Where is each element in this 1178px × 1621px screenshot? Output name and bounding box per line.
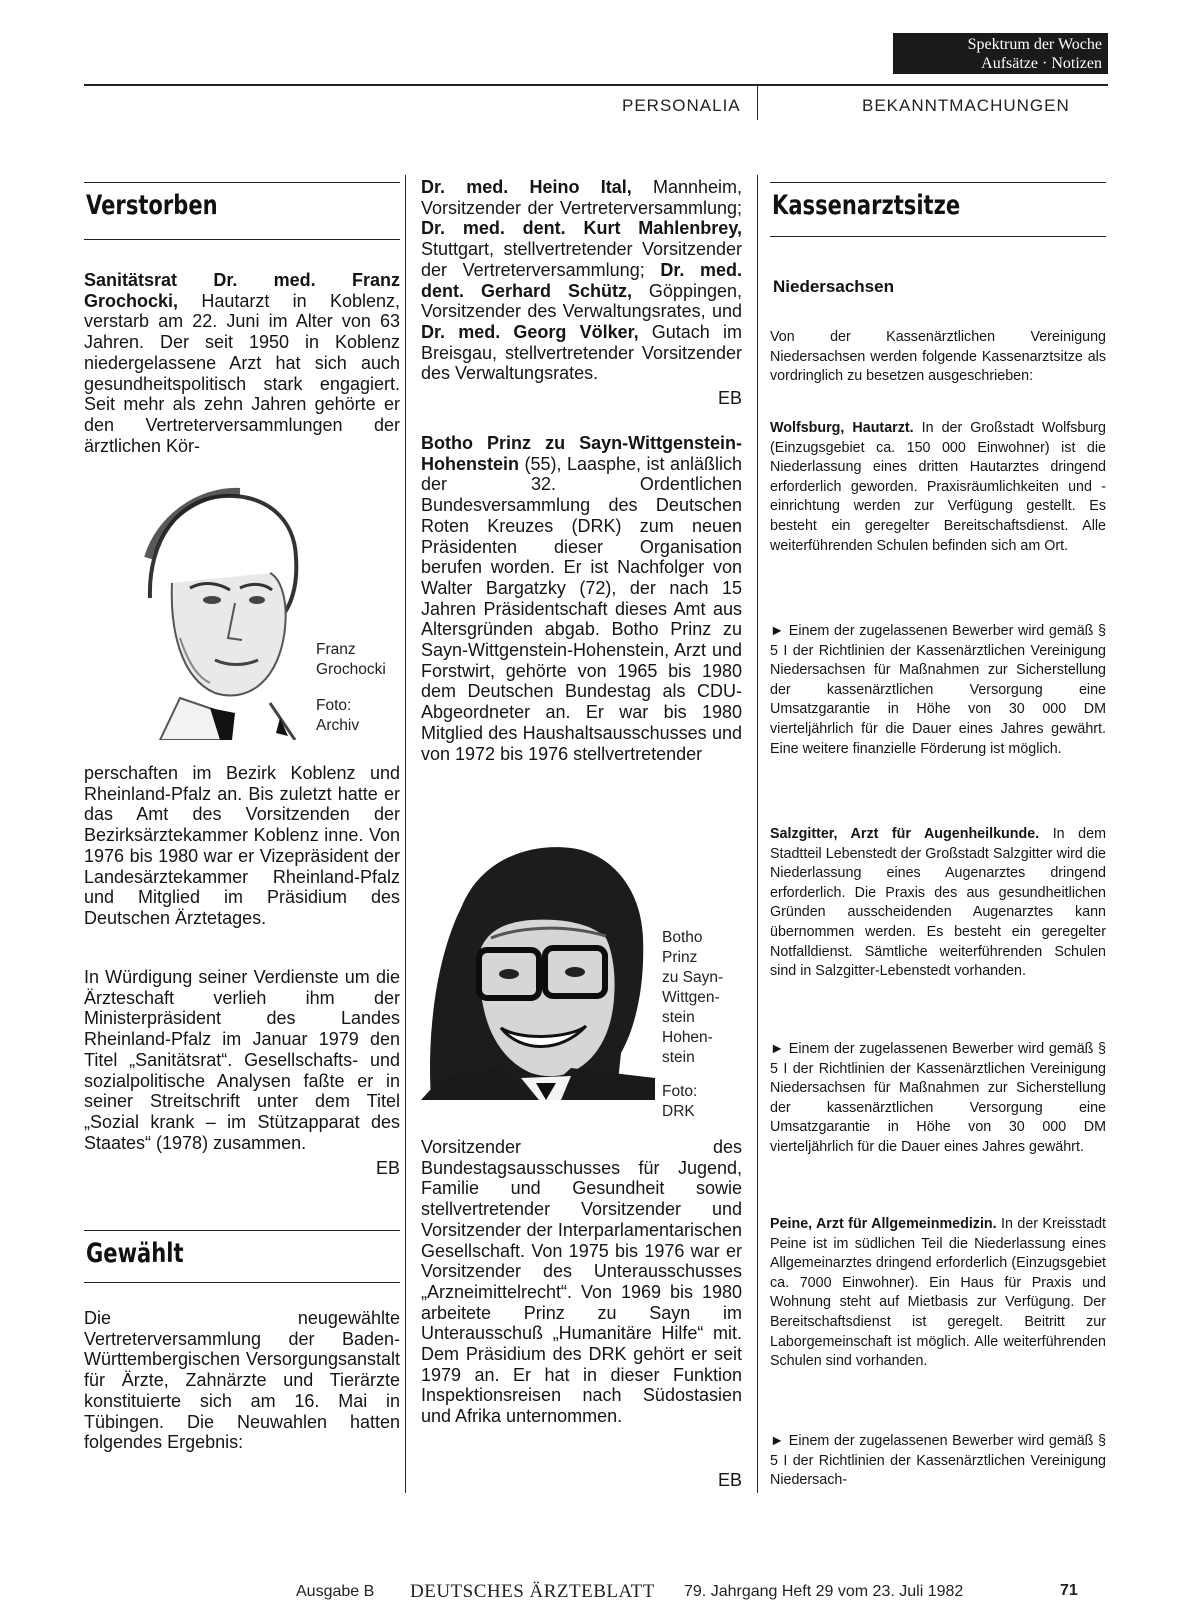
caption-line: stein: [662, 1009, 695, 1026]
photo-botho-prinz: [421, 838, 655, 1100]
prinz-caption: [662, 928, 752, 1068]
grochocki-credit: [316, 696, 359, 736]
caption-line: Hohen-: [662, 1029, 713, 1046]
drk-paragraph: [421, 433, 742, 764]
drk-paragraph-continued: Vorsitzender des Bundestagsausschusses für Jugend, Familie und Gesundheit sowie stellvertretender Vorsitzender und Vorsitzender der Interparlamentarischen Gesellschaft. Von 1975 bis 1976 war er Vorsitzender des Unterausschusses „Arzneimittelrecht“. Von 1969 bis 1980 arbeitete Prinz zu Sayn im Unterausschuß „Humanitäre Hilfe“ mit. Dem Präsidium des DRK gehört er seit 1979 an. Er hat in dieser Funktion Inspektionsreisen nach Südostasien und Afrika unternommen.: [421, 1137, 742, 1427]
listing-peine-note: ► Einem der zugelassenen Bewerber wird gemäß § 5 I der Richtlinien der Kassenärztlichen Vereinigung Niedersach-: [770, 1433, 1106, 1489]
heading-gewaehlt: Gewählt: [86, 1238, 184, 1269]
person-name: Dr. med. dent. Gerhard Schütz,: [421, 259, 742, 301]
listing-title: Wolfsburg, Hautarzt.: [770, 420, 914, 436]
footer-issue: 79. Jahrgang Heft 29 vom 23. Juli 1982: [684, 1583, 964, 1600]
intro-paragraph: Von der Kassenärztlichen Vereinigung Niedersachsen werden folgende Kassenarztsitze als vordringlich zu besetzen ausgeschrieben:: [770, 329, 1106, 385]
heading-rule-bottom: [770, 236, 1106, 237]
top-rule: [84, 84, 1108, 86]
author-sign: EB: [717, 1470, 742, 1490]
listing-title: Salzgitter, Arzt für Augenheilkunde.: [770, 826, 1040, 842]
person-name: Dr. med. Georg Völker,: [421, 321, 639, 342]
gewaehlt-paragraph: Die neugewählte Vertreterversammlung der Baden-Württembergischen Versorgungsanstalt für Ärzte, Zahnärzte und Tierärzte konstituierte sich am 16. Mai in Tübingen. Die Neuwahlen hatten folgendes Ergebnis:: [84, 1308, 400, 1453]
portrait-photo: [421, 838, 655, 1100]
listing-title: Peine, Arzt für Allgemeinmedizin.: [770, 1216, 997, 1232]
heading-rule-top: [84, 182, 400, 183]
photo-franz-grochocki: [120, 478, 310, 740]
footer-edition: Ausgabe B: [296, 1583, 375, 1600]
footer-page-number: 71: [1060, 1582, 1078, 1599]
badge-line-2: Aufsätze · Notizen: [981, 55, 1102, 72]
person-name: Dr. med. Heino Ital,: [421, 177, 632, 197]
caption-line: zu Sayn-: [662, 969, 724, 986]
listing-text: In der Kreisstadt Peine ist im südlichen Teil die Niederlassung eines Allgemeinarztes dringend erforderlich (Einzugsgebiet ca. 7000 Einwohner). Ein Haus für Praxis und Wohnung steht auf Mietbasis zur Verfügung. Der Bereitschaftsdienst ist geregelt. Beitritt zur Laborgemeinschaft ist möglich. Alle weiterführenden Schulen sind vorhanden.: [770, 1216, 1107, 1370]
listing-text: In dem Stadtteil Lebenstedt der Großstadt Salzgitter wird die Niederlassung eines Augenarztes dringend erforderlich. Die Praxis des aus gesundheitlichen Gründen ausscheidenden Augenarztes kann übernommen werden. Es besteht ein geregelter Notfalldienst. Sämtliche weiterführenden Schulen sind in Salzgitter-Lebenstedt vorhanden.: [770, 826, 1106, 980]
caption-line: Botho: [662, 929, 703, 946]
credit-line: Archiv: [316, 717, 360, 734]
text-span: Gutach im Breisgau, stellvertretender Vorsitzender des Verwaltungsrates.: [421, 321, 742, 384]
heading-rule-top: [770, 182, 1106, 183]
listing-wolfsburg: [770, 419, 1106, 556]
section-label-personalia: PERSONALIA: [622, 96, 741, 115]
header-divider: [757, 86, 758, 120]
portrait-sketch: [120, 478, 310, 740]
footer-journal: DEUTSCHES ÄRZTEBLATT: [410, 1581, 655, 1602]
listing-peine: [770, 1215, 1106, 1372]
author-sign: EB: [717, 388, 742, 408]
caption-line: Wittgen-: [662, 989, 720, 1006]
section-badge: [893, 33, 1108, 74]
listing-text: In der Großstadt Wolfsburg (Einzugsgebiet ca. 150 000 Einwohner) ist die Niederlassung eines dritten Hautarztes dringend erforderlich geworden. Praxisräumlichkeiten und -einrichtung werden zur Verfügung gestellt. Es besteht ein geregelter Bereitschaftsdienst. Alle weiterführenden Schulen befinden sich am Ort.: [770, 420, 1106, 554]
text-span: Göppingen, Vorsitzender des Verwaltungsrates, und: [421, 280, 742, 322]
prinz-credit: [662, 1082, 697, 1122]
verstorben-lead-paragraph: [84, 270, 400, 456]
heading-verstorben: Verstorben: [86, 190, 218, 221]
credit-line: Foto:: [316, 697, 352, 714]
listing-wolfsburg-note: ► Einem der zugelassenen Bewerber wird gemäß § 5 I der Richtlinien der Kassenärztlichen Vereinigung Niedersachsen für Maßnahmen zur Sicherstellung der kassenärztlichen Versorgung eine Umsatzgarantie in Höhe von 30 000 DM vierteljährlich für die Dauer eines Jahres gewährt. Eine weitere finanzielle Förderung ist möglich.: [770, 623, 1106, 757]
listing-salzgitter-note: ► Einem der zugelassenen Bewerber wird gemäß § 5 I der Richtlinien der Kassenärztlichen Vereinigung Niedersachsen für Maßnahmen zur Sicherstellung der kassenärztlichen Versorgung eine Umsatzgarantie in Höhe von 30 000 DM vierteljährlich für die Dauer eines Jahres gewährt.: [770, 1041, 1106, 1155]
text-span: Mannheim, Vorsitzender der Vertreterversammlung;: [421, 177, 742, 218]
subheading-niedersachsen: Niedersachsen: [773, 277, 894, 296]
grochocki-caption: [316, 640, 386, 680]
caption-line: stein: [662, 1049, 695, 1066]
caption-line: Prinz: [662, 949, 698, 966]
lead-text: Hautarzt in Koblenz, verstarb am 22. Juni im Alter von 63 Jahren. Der seit 1950 in Koblenz niedergelassene Arzt hat sich auch gesundheitspolitisch stark engagiert. Seit mehr als zehn Jahren gehörte er den Vertreterversammlungen der ärztlichen Kör-: [84, 290, 400, 456]
column-rule-1: [405, 175, 406, 1493]
caption-line: Franz: [316, 641, 356, 658]
caption-line: Grochocki: [316, 661, 386, 678]
text-span: (55), Laasphe, ist anläßlich der 32. Ordentlichen Bundesversammlung des Deutschen Roten Kreuzes (DRK) zum neuen Präsidenten dieser Organisation berufen worden. Er ist Nachfolger von Walter Bargatzky (72), der nach 15 Jahren Präsidentschaft dieses Amt aus Altersgründen abgab. Botho Prinz zu Sayn-Wittgenstein-Hohenstein, Arzt und Forstwirt, gehörte von 1965 bis 1980 dem Deutschen Bundestag als CDU-Abgeordneter an. Er war bis 1980 Mitglied des Haushaltsausschusses und von 1972 bis 1976 stellvertretender: [421, 453, 742, 764]
lead-name: Sanitätsrat Dr. med. Franz Grochocki,: [84, 270, 400, 311]
heading-rule-top: [84, 1230, 400, 1231]
text-span: Stuttgart, stellvertretender Vorsitzender der Vertreterversammlung;: [421, 239, 742, 280]
column-rule-2: [757, 175, 758, 1493]
election-results-paragraph: [421, 177, 742, 384]
credit-line: DRK: [662, 1103, 695, 1120]
author-sign: EB: [375, 1158, 400, 1178]
person-name: Dr. med. dent. Kurt Mahlenbrey,: [421, 218, 742, 239]
heading-rule-bottom: [84, 239, 400, 240]
badge-line-1: Spektrum der Woche: [967, 36, 1102, 53]
heading-kassenarztsitze: Kassenarztsitze: [772, 190, 961, 221]
verstorben-paragraph-3: In Würdigung seiner Verdienste um die Ärzteschaft verlieh ihm der Ministerpräsident des Landes Rheinland-Pfalz im Januar 1979 den Titel „Sanitätsrat“. Gesellschafts- und sozialpolitische Analysen faßte er in seiner Streitschrift unter dem Titel „Sozial krank – im Stützapparat des Staates“ (1978) zusammen.: [84, 967, 400, 1153]
person-name: Botho Prinz zu Sayn-Wittgenstein-Hohenstein: [421, 433, 742, 474]
heading-rule-bottom: [84, 1282, 400, 1283]
listing-salzgitter: [770, 825, 1106, 982]
verstorben-paragraph-2: perschaften im Bezirk Koblenz und Rheinland-Pfalz an. Bis zuletzt hatte er das Amt des Vorsitzenden der Bezirksärztekammer Koblenz inne. Von 1976 bis 1980 war er Vizepräsident der Landesärztekammer Rheinland-Pfalz und Mitglied im Präsidium des Deutschen Ärztetages.: [84, 763, 400, 928]
credit-line: Foto:: [662, 1083, 698, 1100]
section-label-bekanntmachungen: BEKANNTMACHUNGEN: [862, 96, 1070, 115]
